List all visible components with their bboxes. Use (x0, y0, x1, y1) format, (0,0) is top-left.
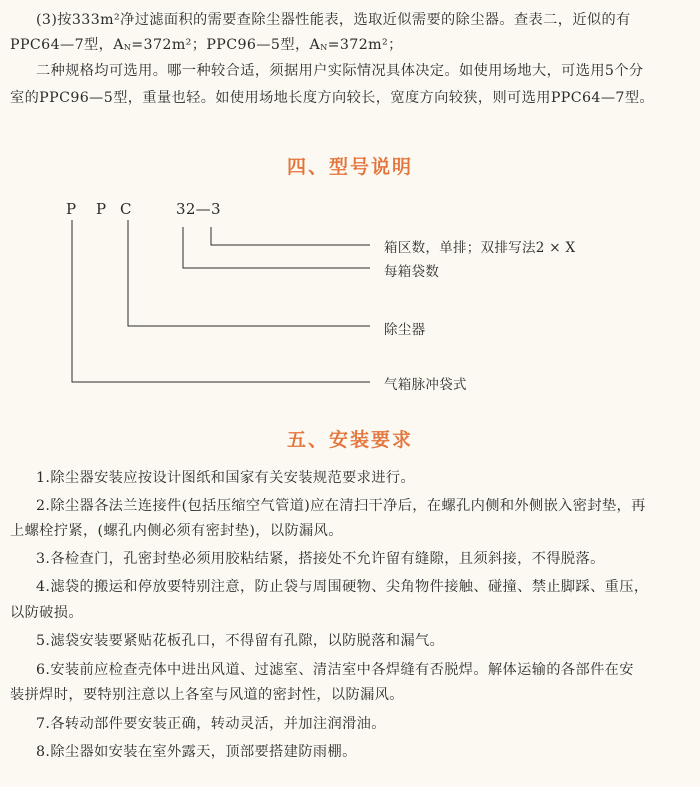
code-letter-p1: P (66, 200, 77, 218)
section-4-title: 四、型号说明 (286, 156, 413, 178)
intro-line-4: 室的PPC96—5型，重量也轻。如使用场地长度方向较长，宽度方向较狭，则可选用PPC64—7型。 (10, 90, 655, 106)
install-item-4-cont: 以防破损。 (10, 605, 83, 621)
install-item-6: 6.安装前应检查壳体中进出风道、过滤室、清洁室中各焊缝有否脱焊。解体运输的各部件在安 (36, 662, 634, 678)
install-item-5: 5.滤袋安装要紧贴花板孔口，不得留有孔隙，以防脱落和漏气。 (36, 633, 445, 649)
install-item-8: 8.除尘器如安装在室外露天，顶部要搭建防雨棚。 (36, 744, 357, 760)
leader-line-collector (128, 220, 370, 326)
label-rooms: 箱区数，单排；双排写法2 × X (384, 240, 576, 256)
install-item-4: 4.滤袋的搬运和停放要特别注意，防止袋与周围硬物、尖角物件接触、碰撞、禁止脚踩、重压， (36, 579, 649, 595)
code-letter-c: C (120, 200, 132, 218)
leader-line-type (72, 220, 370, 382)
intro-line-3: 二种规格均可选用。哪一种较合适，须据用户实际情况具体决定。如使用场地大，可选用5个分 (36, 63, 644, 79)
label-type: 气箱脉冲袋式 (384, 377, 467, 393)
section-5-title: 五、安装要求 (286, 429, 413, 451)
install-item-3: 3.各检查门，孔密封垫必须用胶粘结紧，搭接处不允许留有缝隙，且须斜接，不得脱落。 (36, 551, 605, 567)
install-item-7: 7.各转动部件要安装正确，转动灵活，并加注润滑油。 (36, 716, 386, 732)
label-collector: 除尘器 (384, 322, 426, 338)
install-item-1: 1.除尘器安装应按设计图纸和国家有关安装规范要求进行。 (36, 470, 416, 486)
code-letter-p2: P (96, 200, 107, 218)
intro-line-2: PPC64—7型，$A_N=372m^2$；PPC96—5型，$A_N=372m^2$； (10, 37, 403, 53)
code-number: 32—3 (176, 200, 221, 218)
intro-line-1: (3)按333m²净过滤面积的需要查除尘器性能表，选取近似需要的除尘器。查表二，近似的有 (36, 12, 631, 28)
leader-line-rooms (211, 227, 370, 245)
label-bags: 每箱袋数 (384, 264, 440, 280)
install-item-2: 2.除尘器各法兰连接件(包括压缩空气管道)应在清扫干净后，在螺孔内侧和外侧嵌入密封垫，再 (36, 498, 646, 514)
install-item-6-cont: 装拼焊时，要特别注意以上各室与风道的密封性，以防漏风。 (10, 687, 404, 703)
install-item-2-cont: 上螺栓拧紧，(螺孔内侧必须有密封垫)，以防漏风。 (10, 523, 343, 539)
